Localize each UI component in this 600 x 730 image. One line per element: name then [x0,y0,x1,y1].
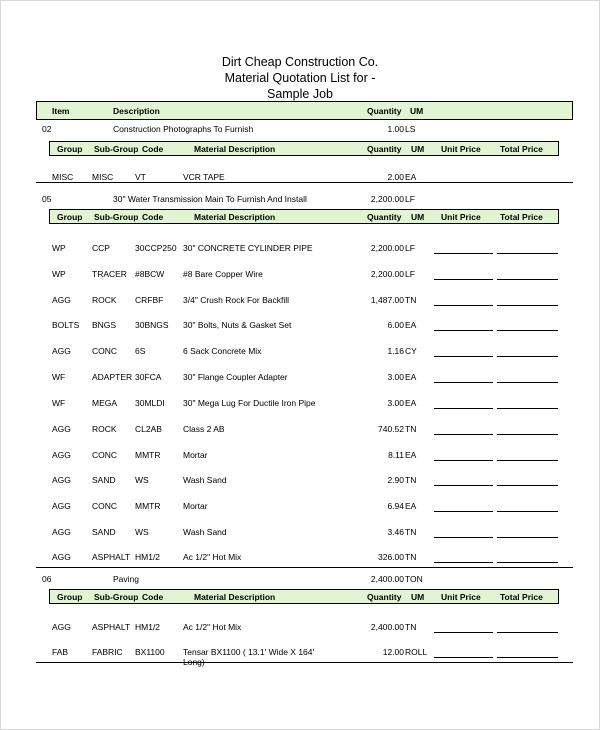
total-price-field[interactable] [497,562,558,563]
row-code: VT [135,172,146,182]
row-subgroup: ROCK [92,295,117,305]
row-um: EA [405,320,417,330]
row-quantity: 2.00 [387,172,404,182]
item-number: 02 [42,124,52,134]
material-header-bar [49,141,559,156]
row-quantity: 2,400.00 [370,622,404,632]
row-material-description: 30" Bolts, Nuts & Gasket Set [183,320,292,330]
subgroup-column-header: Sub-Group [94,144,139,154]
row-group: AGG [52,475,71,485]
row-um: TN [405,622,417,632]
document-title: Material Quotation List for - [224,71,376,85]
total-price-column-header: Total Price [500,592,543,602]
row-um: CY [405,346,417,356]
unit-price-field[interactable] [434,408,493,409]
material-description-column-header: Material Description [194,144,276,154]
unit-price-field[interactable] [434,279,493,280]
row-material-description: Class 2 AB [183,424,225,434]
unit-price-field[interactable] [434,511,493,512]
unit-price-field[interactable] [434,460,493,461]
quantity-column-header: Quantity [367,144,402,154]
row-group: WP [52,243,66,253]
row-group: AGG [52,295,71,305]
row-material-description: Ac 1/2" Hot Mix [183,552,242,562]
row-um: TN [405,552,417,562]
row-group: BOLTS [52,320,80,330]
row-group: MISC [52,172,74,182]
um-column-header: UM [410,106,424,116]
row-subgroup: TRACER [92,269,127,279]
item-column-header: Item [52,106,70,116]
total-price-field[interactable] [497,305,558,306]
item-quantity: 2,400.00 [370,574,404,584]
um-column-header: UM [411,144,425,154]
row-material-description: Wash Sand [183,475,227,485]
row-subgroup: MEGA [92,398,118,408]
material-header-bar [49,589,559,604]
row-code: 30FCA [135,372,162,382]
total-price-field[interactable] [497,279,558,280]
row-code: MMTR [135,501,161,511]
row-material-description: Tensar BX1100 ( 13.1' Wide X 164' [183,647,315,657]
row-um: EA [405,398,417,408]
row-subgroup: ADAPTER [92,372,133,382]
row-code: CL2AB [135,424,162,434]
unit-price-field[interactable] [434,562,493,563]
total-price-field[interactable] [497,382,558,383]
code-column-header: Code [142,144,164,154]
um-column-header: UM [411,592,425,602]
row-material-description: 30" CONCRETE CYLINDER PIPE [183,243,313,253]
row-group: WF [52,398,66,408]
row-code: 30BNGS [135,320,169,330]
unit-price-field[interactable] [434,657,493,658]
row-quantity: 740.52 [378,424,404,434]
item-um: LS [405,124,416,134]
item-number: 05 [42,194,52,204]
item-quantity: 2,200.00 [370,194,404,204]
unit-price-column-header: Unit Price [441,592,481,602]
row-um: EA [405,172,417,182]
subgroup-column-header: Sub-Group [94,212,139,222]
unit-price-column-header: Unit Price [441,212,481,222]
row-subgroup: SAND [92,527,116,537]
row-material-description: VCR TAPE [183,172,225,182]
row-code: BX1100 [135,647,165,657]
total-price-field[interactable] [497,460,558,461]
row-quantity: 326.00 [378,552,404,562]
item-quantity: 1.00 [387,124,404,134]
row-code: HM1/2 [135,552,161,562]
row-quantity: 8.11 [388,450,404,460]
code-column-header: Code [142,212,164,222]
row-um: EA [405,450,417,460]
row-group: AGG [52,450,71,460]
unit-price-field[interactable] [434,485,493,486]
row-quantity: 3.00 [387,372,404,382]
section-divider [36,662,573,663]
row-group: AGG [52,527,71,537]
row-group: AGG [52,622,71,632]
unit-price-field[interactable] [434,305,493,306]
quantity-column-header: Quantity [367,106,402,116]
material-description-column-header: Material Description [194,212,276,222]
unit-price-field[interactable] [434,434,493,435]
row-material-description: 30" Flange Coupler Adapter [183,372,288,382]
row-subgroup: CCP [92,243,110,253]
row-quantity: 3.46 [387,527,404,537]
description-column-header: Description [113,106,160,116]
row-subgroup: FABRIC [92,647,123,657]
quantity-column-header: Quantity [367,592,402,602]
total-price-field[interactable] [497,434,558,435]
row-material-description: Wash Sand [183,527,227,537]
item-um: LF [405,194,415,204]
row-um: TN [405,527,417,537]
total-price-field[interactable] [497,356,558,357]
row-code: 30CCP250 [135,243,177,253]
row-um: TN [405,475,417,485]
row-subgroup: ROCK [92,424,117,434]
total-price-field[interactable] [497,511,558,512]
material-header-bar [49,209,559,224]
row-material-description: 3/4" Crush Rock For Backfill [183,295,289,305]
unit-price-field[interactable] [434,356,493,357]
row-quantity: 1,487.00 [370,295,404,305]
row-um: EA [405,372,417,382]
item-header-bar [36,101,573,120]
row-group: WP [52,269,66,279]
row-quantity: 2,200.00 [370,243,404,253]
company-name: Dirt Cheap Construction Co. [221,55,379,69]
unit-price-field[interactable] [434,537,493,538]
unit-price-field[interactable] [434,253,493,254]
item-description: Construction Photographs To Furnish [113,124,254,134]
row-um: TN [405,424,417,434]
row-group: AGG [52,346,71,356]
total-price-column-header: Total Price [500,212,543,222]
row-um: ROLL [405,647,428,657]
row-quantity: 3.00 [387,398,404,408]
row-subgroup: CONC [92,501,118,511]
row-quantity: 6.00 [387,320,404,330]
row-um: TN [405,295,417,305]
unit-price-field[interactable] [434,382,493,383]
section-divider [36,567,573,568]
total-price-field[interactable] [497,253,558,254]
row-quantity: 6.94 [387,501,404,511]
row-material-description: Mortar [183,501,208,511]
row-subgroup: ASPHALT [92,622,131,632]
row-code: MMTR [135,450,161,460]
row-code: 30MLDI [135,398,165,408]
row-material-description: 30" Mega Lug For Ductile Iron Pipe [183,398,316,408]
unit-price-field[interactable] [434,330,493,331]
unit-price-field[interactable] [434,632,493,633]
row-um: EA [405,501,417,511]
row-subgroup: CONC [92,450,118,460]
total-price-field[interactable] [497,537,558,538]
group-column-header: Group [57,212,83,222]
total-price-field[interactable] [497,657,558,658]
row-code: CRFBF [135,295,164,305]
row-group: AGG [52,552,71,562]
row-subgroup: CONC [92,346,118,356]
total-price-field[interactable] [497,330,558,331]
row-group: FAB [52,647,69,657]
quantity-column-header: Quantity [367,212,402,222]
row-group: AGG [52,501,71,511]
row-material-description: Mortar [183,450,208,460]
row-quantity: 1.16 [387,346,404,356]
material-description-column-header: Material Description [194,592,276,602]
total-price-field[interactable] [497,632,558,633]
total-price-field[interactable] [497,408,558,409]
row-code: HM1/2 [135,622,161,632]
row-um: LF [405,243,415,253]
item-description: 30" Water Transmission Main To Furnish And Install [113,194,307,204]
row-subgroup: BNGS [92,320,117,330]
row-subgroup: SAND [92,475,116,485]
item-description: Paving [113,574,139,584]
code-column-header: Code [142,592,164,602]
item-um: TON [405,574,423,584]
item-number: 06 [42,574,52,584]
row-material-description: #8 Bare Copper Wire [183,269,263,279]
job-name: Sample Job [266,87,333,101]
row-material-description: 6 Sack Concrete Mix [183,346,262,356]
row-material-description-cont: Long) [183,657,205,667]
row-code: WS [135,475,149,485]
row-quantity: 2.90 [387,475,404,485]
row-material-description: Ac 1/2" Hot Mix [183,622,242,632]
row-subgroup: MISC [92,172,114,182]
row-quantity: 2,200.00 [370,269,404,279]
total-price-column-header: Total Price [500,144,543,154]
row-subgroup: ASPHALT [92,552,131,562]
um-column-header: UM [411,212,425,222]
group-column-header: Group [57,144,83,154]
group-column-header: Group [57,592,83,602]
subgroup-column-header: Sub-Group [94,592,139,602]
row-um: LF [405,269,415,279]
row-group: WF [52,372,66,382]
row-group: AGG [52,424,71,434]
row-quantity: 12.00 [382,647,404,657]
total-price-field[interactable] [497,485,558,486]
row-code: WS [135,527,149,537]
unit-price-column-header: Unit Price [441,144,481,154]
section-divider [36,182,573,183]
row-code: 6S [135,346,146,356]
row-code: #8BCW [135,269,165,279]
